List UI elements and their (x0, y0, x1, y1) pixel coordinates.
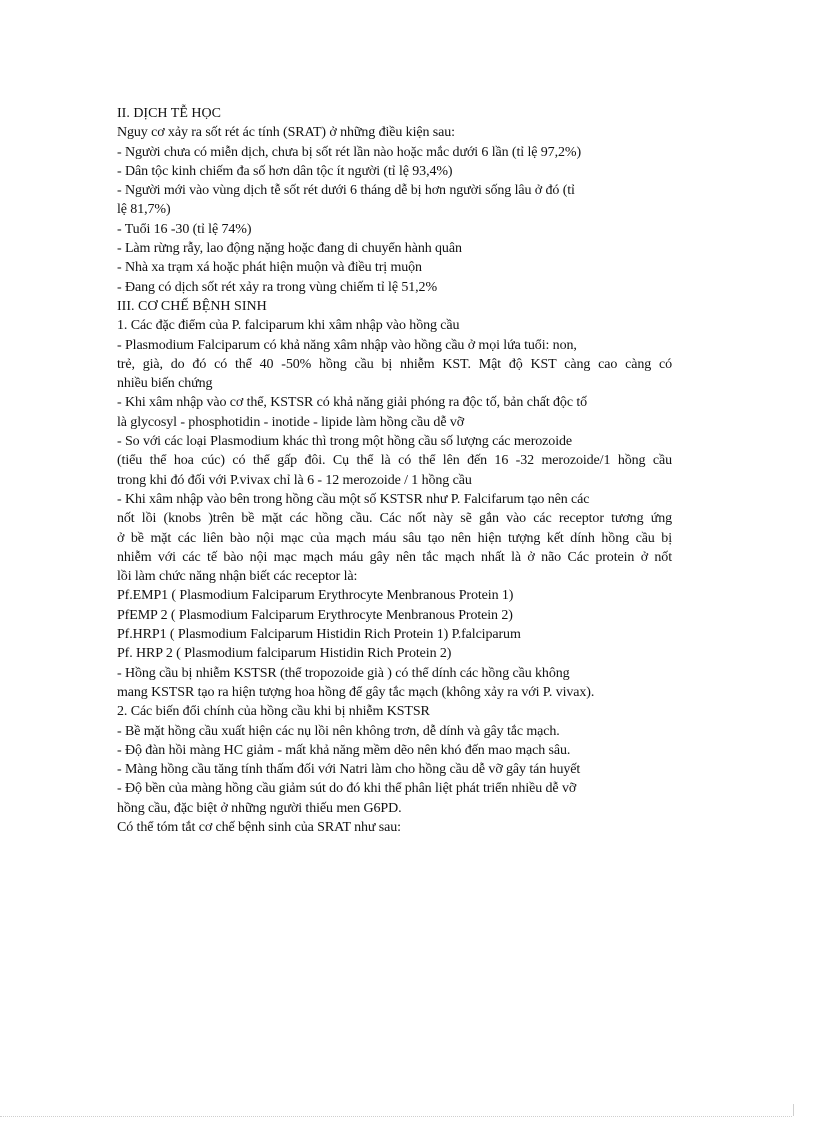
list-item: - Dân tộc kinh chiếm đa số hơn dân tộc ít người (tỉ lệ 93,4%) (117, 163, 453, 179)
protein-item: Pf.EMP1 ( Plasmodium Falciparum Erythrocyte Menbranous Protein 1) (117, 588, 514, 604)
paragraph-line: - Khi xâm nhập vào bên trong hồng cầu một số KSTSR như P. Falcifarum tạo nên các (117, 491, 590, 507)
document-body (117, 104, 672, 837)
paragraph-line: Nguy cơ xảy ra sốt rét ác tính (SRAT) ở những điều kiện sau: (117, 125, 455, 141)
paragraph-line: - Khi xâm nhập vào cơ thể, KSTSR có khả năng giải phóng ra độc tố, bản chất độc tố (117, 395, 588, 411)
list-item: - Làm rừng rẫy, lao động nặng hoặc đang di chuyển hành quân (117, 241, 462, 257)
section-heading-pathogenesis: III. CƠ CHẾ BỆNH SINH (117, 298, 267, 314)
list-item-continuation: lệ 81,7%) (117, 202, 171, 218)
protein-item: Pf. HRP 2 ( Plasmodium falciparum Histidin Rich Protein 2) (117, 646, 452, 662)
page-corner-mark (793, 1104, 804, 1116)
list-item: - Nhà xa trạm xá hoặc phát hiện muộn và điều trị muộn (117, 260, 422, 276)
subsection-heading: 2. Các biến đổi chính của hồng cầu khi bị nhiễm KSTSR (117, 704, 430, 720)
list-item: - Tuổi 16 -30 (tỉ lệ 74%) (117, 221, 252, 237)
list-item: - Người chưa có miễn dịch, chưa bị sốt rét lần nào hoặc mắc dưới 6 lần (tỉ lệ 97,2%) (117, 144, 582, 160)
paragraph-line: là glycosyl - phosphotidin - inotide - lipide làm hồng cầu dễ vỡ (117, 414, 465, 430)
paragraph-line: nhiễm với các tế bào nội mạc mạch máu gây nên tắc mạch nhất là ở não Các protein ở nốt (117, 549, 672, 565)
paragraph-line: - So với các loại Plasmodium khác thì trong một hồng cầu số lượng các merozoide (117, 434, 573, 450)
protein-item: PfEMP 2 ( Plasmodium Falciparum Erythrocyte Menbranous Protein 2) (117, 607, 513, 623)
list-item: - Độ bền của màng hồng cầu giảm sút do đó khi thể phân liệt phát triển nhiều dễ vỡ (117, 781, 577, 797)
section-heading-epidemiology: II. DỊCH TỄ HỌC (117, 106, 221, 121)
paragraph-line: mang KSTSR tạo ra hiện tượng hoa hồng để gây tắc mạch (không xảy ra với P. vivax). (117, 684, 595, 700)
paragraph-line: trong khi đó đối với P.vivax chỉ là 6 - 12 merozoide / 1 hồng cầu (117, 472, 472, 488)
list-item: - Màng hồng cầu tăng tính thấm đối với Natri làm cho hồng cầu dễ vỡ gây tán huyết (117, 762, 581, 778)
paragraph-line: (tiểu thể hoa cúc) có thể gấp đôi. Cụ thể là có thể lên đến 16 -32 merozoide/1 hồng cầu (117, 453, 672, 469)
list-item: - Đang có dịch sốt rét xảy ra trong vùng chiếm tỉ lệ 51,2% (117, 279, 438, 295)
page-bottom-border (0, 1116, 792, 1117)
paragraph-line: nốt lồi (knobs )trên bề mặt các hồng cầu. Các nốt này sẽ gắn vào các receptor tương ứng (117, 511, 672, 527)
list-item: - Người mới vào vùng dịch tễ sốt rét dưới 6 tháng dễ bị hơn người sống lâu ở đó (tỉ (117, 183, 575, 199)
paragraph-line: nhiều biến chứng (117, 376, 213, 392)
list-item-continuation: hồng cầu, đặc biệt ở những người thiếu men G6PD. (117, 800, 402, 816)
paragraph-line: Có thể tóm tắt cơ chế bệnh sinh của SRAT như sau: (117, 819, 401, 835)
list-item: - Bề mặt hồng cầu xuất hiện các nụ lồi nên không trơn, dễ dính và gây tắc mạch. (117, 723, 560, 739)
protein-item: Pf.HRP1 ( Plasmodium Falciparum Histidin Rich Protein 1) P.falciparum (117, 627, 521, 643)
subsection-heading: 1. Các đặc điểm của P. falciparum khi xâm nhập vào hồng cầu (117, 318, 460, 334)
paragraph-line: - Plasmodium Falciparum có khả năng xâm nhập vào hồng cầu ở mọi lứa tuổi: non, (117, 337, 577, 353)
paragraph-line: - Hồng cầu bị nhiễm KSTSR (thể tropozoide già ) có thể dính các hồng cầu không (117, 665, 570, 681)
paragraph-line: lồi làm chức năng nhận biết các receptor là: (117, 569, 358, 585)
list-item: - Độ đàn hồi màng HC giảm - mất khả năng mềm dẽo nên khó đến mao mạch sâu. (117, 742, 571, 758)
paragraph-line: trẻ, già, do đó có thể 40 -50% hồng cầu bị nhiễm KST. Mật độ KST càng cao càng có (117, 356, 672, 372)
paragraph-line: ở bề mặt các liên bào nội mạc của mạch máu sâu tạo nên hiện tượng kết dính hồng cầu bị (117, 530, 672, 546)
